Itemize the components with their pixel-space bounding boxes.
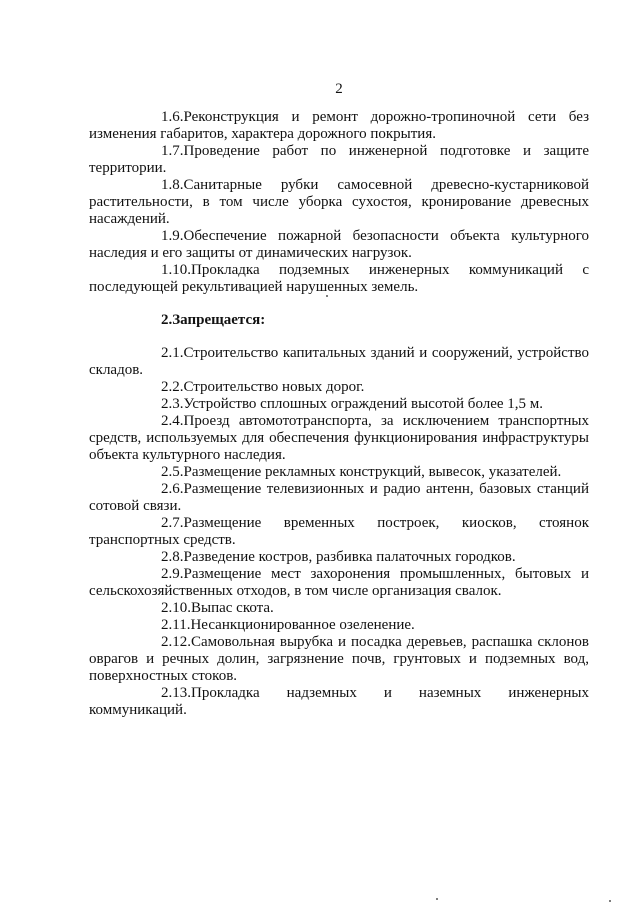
list-item [89, 634, 589, 685]
item-number: 2.6. [161, 481, 184, 497]
scan-speck [326, 295, 328, 297]
list-item [89, 464, 589, 481]
list-item [89, 685, 589, 719]
list-item [89, 345, 589, 379]
item-number: 2.7. [161, 515, 184, 531]
item-text: Размещение мест захоронения промышленных, бытовых и сельскохозяйственных отходов, в том числе организация свалок. [89, 566, 589, 599]
item-text: Проведение работ по инженерной подготовке и защите территории. [89, 143, 589, 176]
item-number: 1.10. [161, 262, 191, 278]
list-item [89, 413, 589, 464]
section-heading [89, 312, 589, 329]
item-number: 2.1. [161, 345, 184, 361]
item-text: Прокладка надземных и наземных инженерных коммуникаций. [89, 685, 589, 718]
list-item [89, 109, 589, 143]
item-text: Проезд автомототранспорта, за исключением транспортных средств, используемых для обеспечения функционирования инфраструктуры объекта культурного наследия. [89, 413, 589, 463]
item-number: 2.10. [161, 600, 191, 616]
item-number: 1.9. [161, 228, 184, 244]
list-item [89, 262, 589, 296]
list-item [89, 379, 589, 396]
item-number: 2.8. [161, 549, 184, 565]
list-item [89, 143, 589, 177]
list-item [89, 515, 589, 549]
item-text: Самовольная вырубка и посадка деревьев, распашка склонов оврагов и речных долин, загрязнение почв, грунтовых и подземных вод, поверхностных стоков. [89, 634, 589, 684]
item-text: Обеспечение пожарной безопасности объекта культурного наследия и его защиты от динамических нагрузок. [89, 228, 589, 261]
page-number: 2 [335, 81, 343, 97]
item-text: Размещение временных построек, киосков, стоянок транспортных средств. [89, 515, 589, 548]
scan-speck [609, 900, 611, 902]
item-text: Строительство капитальных зданий и сооружений, устройство складов. [89, 345, 589, 378]
item-text: Размещение рекламных конструкций, вывесок, указателей. [183, 464, 562, 480]
item-text: Размещение телевизионных и радио антенн, базовых станций сотовой связи. [89, 481, 589, 514]
item-number: 2.13. [161, 685, 191, 701]
list-item [89, 228, 589, 262]
list-item [89, 549, 589, 566]
list-item [89, 481, 589, 515]
item-text: Несанкционированное озеленение. [190, 617, 415, 633]
document-body [89, 109, 589, 719]
item-text: Устройство сплошных ограждений высотой более 1,5 м. [183, 396, 544, 412]
item-text: Реконструкция и ремонт дорожно-тропиночной сети без изменения габаритов, характера дорожного покрытия. [89, 109, 589, 142]
list-item [89, 566, 589, 600]
list-item [89, 617, 589, 634]
item-text: Санитарные рубки самосевной древесно-кустарниковой растительности, в том числе уборка сухостоя, кронирование древесных насаждений. [89, 177, 589, 227]
item-number: 2.3. [161, 396, 184, 412]
item-number: 2.2. [161, 379, 184, 395]
item-text: Прокладка подземных инженерных коммуникаций с последующей рекультивацией нарушенных земель. [89, 262, 589, 295]
list-item [89, 177, 589, 228]
item-number: 2.11. [161, 617, 191, 633]
list-item [89, 600, 589, 617]
item-number: 1.8. [161, 177, 184, 193]
item-text: Выпас скота. [191, 600, 274, 616]
list-item [89, 396, 589, 413]
item-number: 2.4. [161, 413, 184, 429]
item-number: 2.5. [161, 464, 184, 480]
item-number: 2.12. [161, 634, 191, 650]
scan-speck [436, 898, 438, 900]
section-title: Запрещается: [172, 312, 266, 328]
item-number: 2.9. [161, 566, 184, 582]
item-number: 1.7. [161, 143, 184, 159]
item-text: Разведение костров, разбивка палаточных городков. [183, 549, 516, 565]
item-text: Строительство новых дорог. [183, 379, 365, 395]
item-number: 1.6. [161, 109, 184, 125]
section-number: 2. [161, 312, 173, 328]
